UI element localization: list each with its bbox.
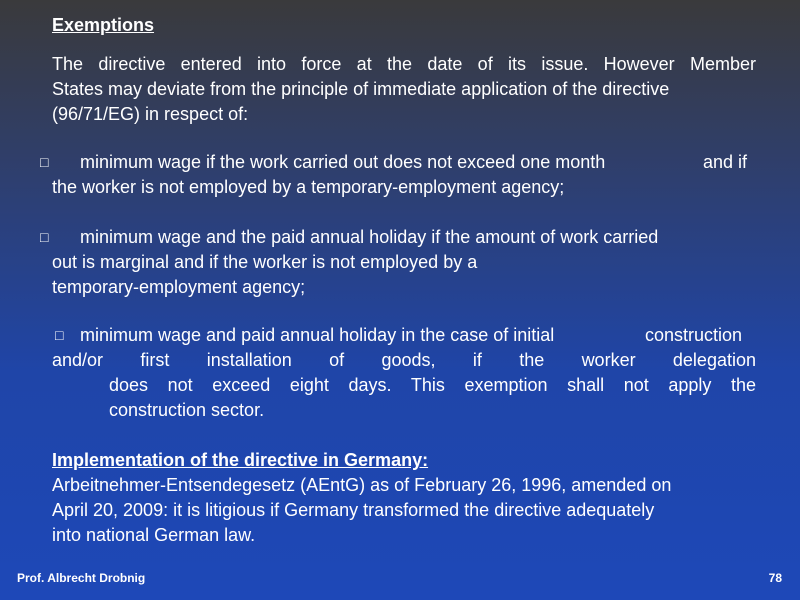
implementation-line-2: April 20, 2009: it is litigious if Germany transformed the directive adequately [52, 500, 655, 520]
bullet-1-line-1a: minimum wage if the work carried out does not exceed one month [80, 152, 606, 172]
bullet-1-line-2: the worker is not employed by a temporary-employment agency; [52, 177, 565, 197]
bullet-1-line-1b: and if [703, 152, 748, 172]
implementation-heading: Implementation of the directive in Germany: [52, 450, 429, 470]
bullet-2-line-2: out is marginal and if the worker is not employed by a [52, 252, 478, 272]
implementation-line-3: into national German law. [52, 525, 256, 545]
bullet-3-line-4: construction sector. [109, 400, 265, 420]
implementation-line-1: Arbeitnehmer-Entsendegesetz (AEntG) as of February 26, 1996, amended on [52, 475, 672, 495]
slide-title: Exemptions [52, 15, 155, 35]
intro-line-1: The directive entered into force at the date of its issue. However Member [52, 54, 756, 74]
bullet-3-line-2: and/or first installation of goods, if the worker delegation [52, 350, 756, 370]
bullet-3-line-3: does not exceed eight days. This exemption shall not apply the [109, 375, 756, 395]
footer-author: Prof. Albrecht Drobnig [17, 571, 146, 585]
bullet-box-icon: □ [40, 229, 49, 245]
bullet-3-line-1b: construction [645, 325, 743, 345]
bullet-3-line-1a: minimum wage and paid annual holiday in the case of initial [80, 325, 555, 345]
intro-line-3: (96/71/EG) in respect of: [52, 104, 249, 124]
bullet-box-icon: □ [40, 154, 49, 170]
bullet-2-line-1: minimum wage and the paid annual holiday if the amount of work carried [80, 227, 659, 247]
bullet-box-icon: □ [55, 327, 64, 343]
bullet-2-line-3: temporary-employment agency; [52, 277, 306, 297]
page-number: 78 [768, 571, 782, 585]
intro-line-2: States may deviate from the principle of immediate application of the directive [52, 79, 670, 99]
